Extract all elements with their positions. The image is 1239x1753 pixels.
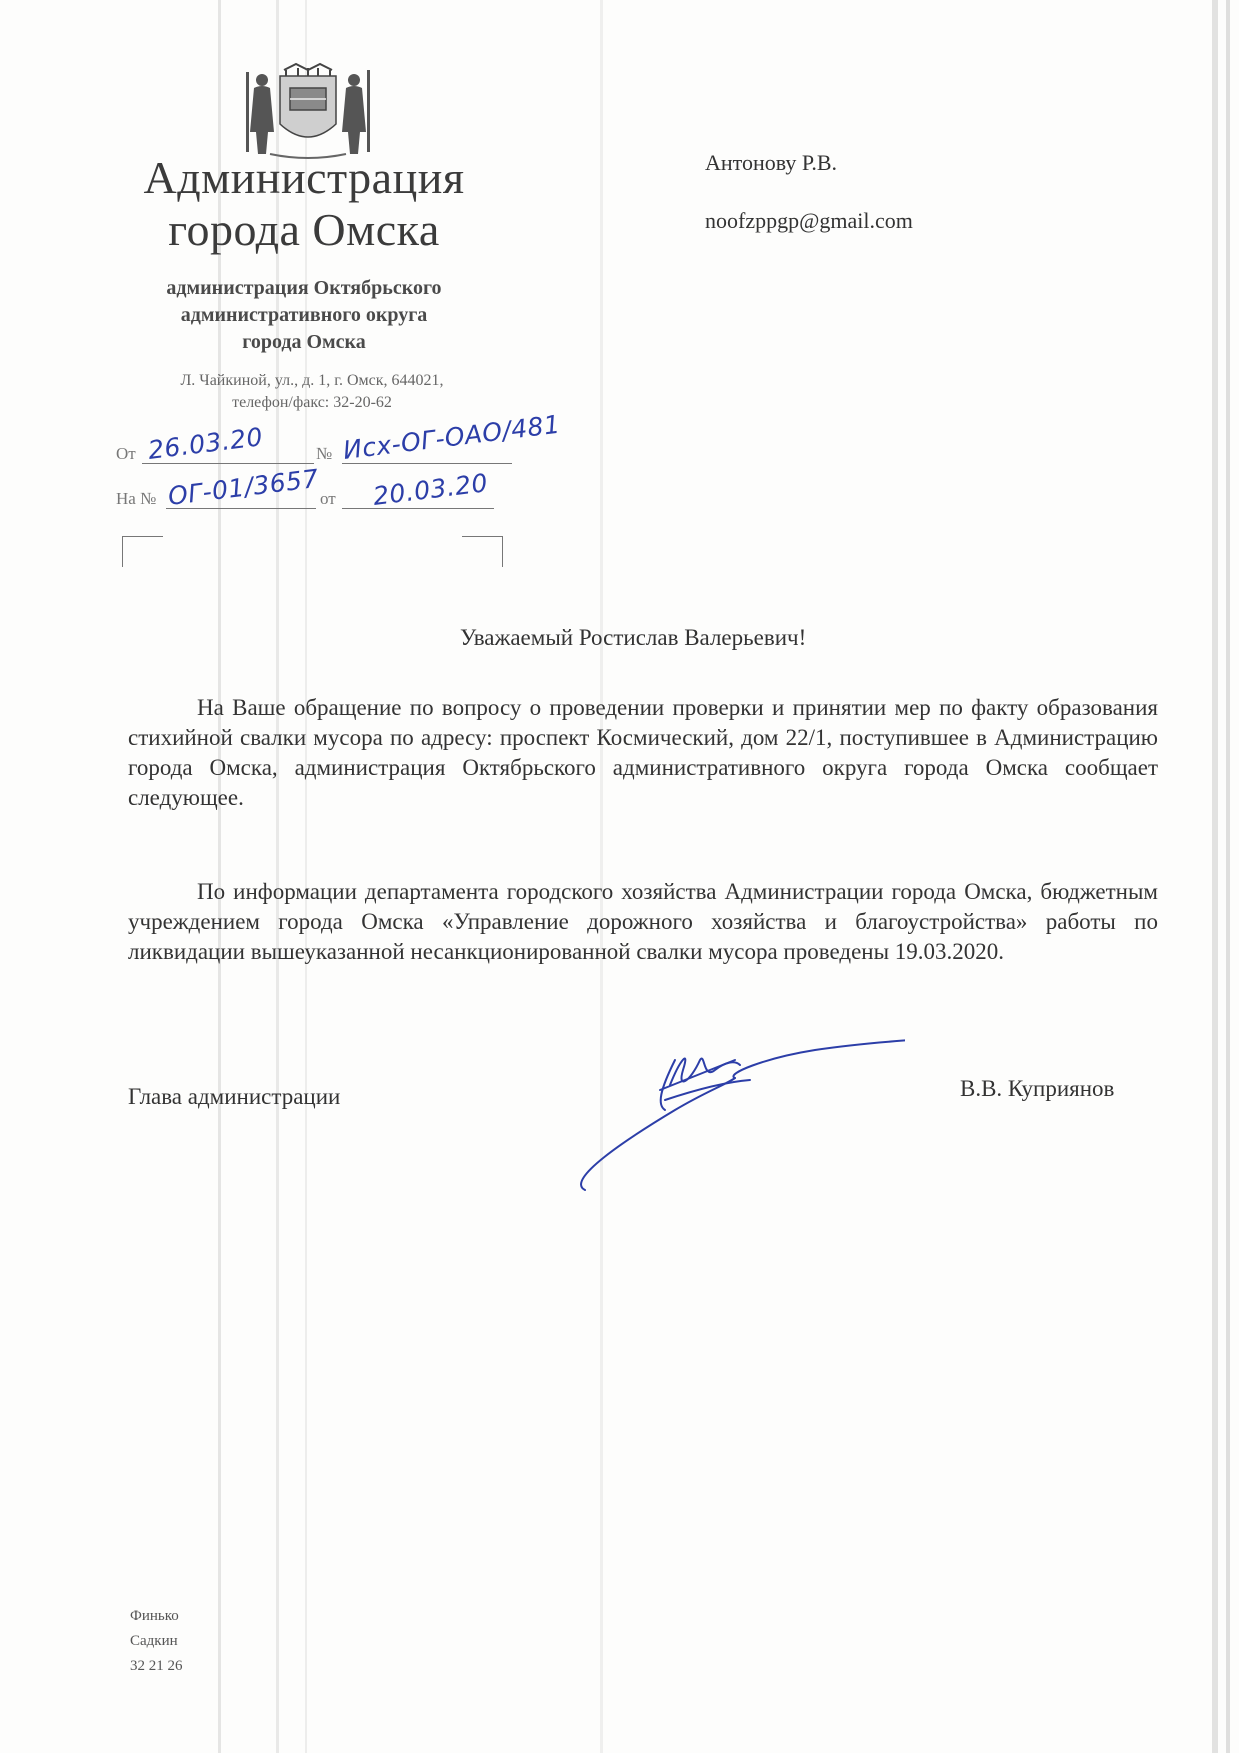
department-name <box>100 275 508 356</box>
letter-paragraph: На Ваше обращение по вопросу о проведении проверки и принятии мер по факту образования стихийной свалки мусора по адресу: проспект Космический, дом 22/1, поступившее в Администрацию города Омска, администрация Октябрьского административного округа города Омска сообщает следующее. <box>128 695 1158 810</box>
executor-name: Финько <box>130 1608 179 1624</box>
organization-title <box>100 152 508 256</box>
executor-phone: 32 21 26 <box>130 1658 183 1674</box>
reply-to-label: На № <box>116 489 157 508</box>
handwritten-reply-number: ОГ-01/3657 <box>166 463 321 511</box>
reply-date-line <box>342 508 494 509</box>
signatory-name: В.В. Куприянов <box>960 1076 1115 1101</box>
organization-title-line2: города Омска <box>168 204 440 255</box>
number-sign: № <box>316 444 333 463</box>
greeting: Уважаемый Ростислав Валерьевич! <box>460 625 807 650</box>
address-field-corner-left <box>122 536 163 567</box>
address-field-corner-right <box>462 536 503 567</box>
handwritten-date: 26.03.20 <box>146 422 265 465</box>
from-label: От <box>116 444 136 463</box>
letter-paragraph: По информации департамента городского хозяйства Администрации города Омска, бюджетным учреждением города Омска «Управление дорожного хозяйства и благоустройства» работы по ликвидации вышеуказанной несанкционированной свалки мусора проведены 19.03.2020. <box>128 879 1158 964</box>
omsk-coat-of-arms-emblem <box>240 62 376 162</box>
addressee-email: noofzppgp@gmail.com <box>705 208 913 233</box>
organization-address-line1: Л. Чайкиной, ул., д. 1, г. Омск, 644021, <box>180 372 444 389</box>
scan-stripe <box>1226 0 1230 1753</box>
organization-address-line2: телефон/факс: 32-20-62 <box>232 394 392 411</box>
executor-name: Садкин <box>130 1633 178 1649</box>
scan-stripe <box>1212 0 1218 1753</box>
number-line <box>342 463 512 464</box>
addressee-name: Антонову Р.В. <box>705 150 838 175</box>
handwritten-signature <box>565 1030 905 1200</box>
handwritten-reply-date: 20.03.20 <box>371 468 490 511</box>
organization-title-line1: Администрация <box>143 152 465 203</box>
reply-from-label: от <box>320 489 336 508</box>
department-name-line3: города Омска <box>242 331 366 353</box>
department-name-line1: администрация Октябрьского <box>166 277 442 299</box>
organization-address <box>112 370 512 414</box>
department-name-line2: административного округа <box>180 304 428 326</box>
date-line <box>142 463 314 464</box>
signatory-position: Глава администрации <box>128 1084 341 1109</box>
handwritten-outgoing-number: Исх-ОГ-ОАО/481 <box>341 409 562 465</box>
